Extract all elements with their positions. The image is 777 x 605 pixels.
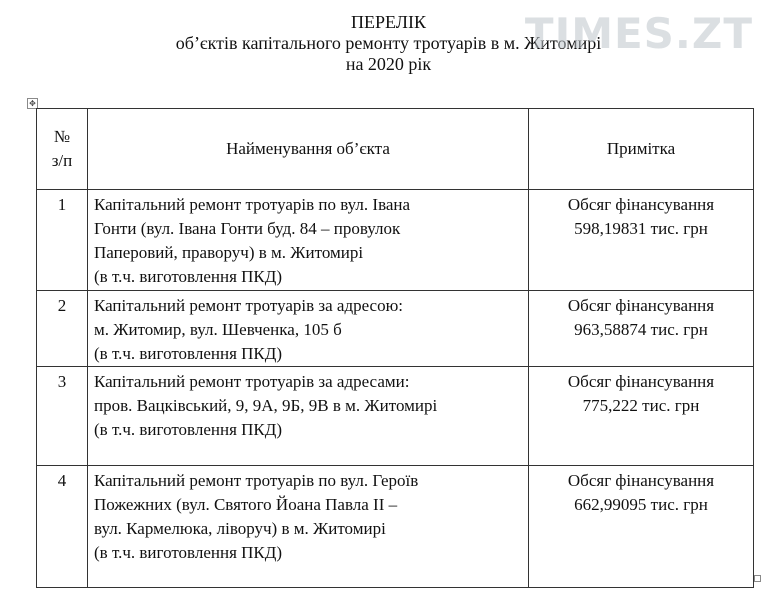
title-line-3: на 2020 рік xyxy=(345,54,432,74)
watermark-logo: TIMES.ZT xyxy=(524,9,753,58)
table-row xyxy=(37,466,754,588)
row-number: 2 xyxy=(37,291,88,367)
row-object-name: Капітальний ремонт тротуарів за адресою: м. Житомир, вул. Шевченка, 105 б (в т.ч. виготовлення ПКД) xyxy=(88,291,529,367)
row-note: Обсяг фінансування 963,58874 тис. грн xyxy=(529,291,754,367)
title-line-1: ПЕРЕЛІК xyxy=(351,12,426,32)
row-object-name: Капітальний ремонт тротуарів за адресами: пров. Вацківський, 9, 9А, 9Б, 9В в м. Житомирі (в т.ч. виготовлення ПКД) xyxy=(88,367,529,466)
row-note: Обсяг фінансування 775,222 тис. грн xyxy=(529,367,754,466)
row-number: 1 xyxy=(37,190,88,291)
table-resize-handle[interactable] xyxy=(754,575,761,582)
header-note: Примітка xyxy=(529,109,754,190)
row-number: 4 xyxy=(37,466,88,588)
table-header-row xyxy=(37,109,754,190)
header-number-symbol: № xyxy=(53,127,71,146)
title-line-2: об’єктів капітального ремонту тротуарів в м. Житомирі xyxy=(175,33,602,53)
row-object-name: Капітальний ремонт тротуарів по вул. Героїв Пожежних (вул. Святого Йоана Павла ІІ – вул. Кармелюка, ліворуч) в м. Житомирі (в т.ч. виготовлення ПКД) xyxy=(88,466,529,588)
row-note: Обсяг фінансування 662,99095 тис. грн xyxy=(529,466,754,588)
table-move-handle-icon[interactable]: ✥ xyxy=(27,98,38,109)
table-row xyxy=(37,190,754,291)
header-name: Найменування об’єкта xyxy=(88,109,529,190)
row-note: Обсяг фінансування 598,19831 тис. грн xyxy=(529,190,754,291)
objects-table xyxy=(36,108,754,588)
table-row xyxy=(37,291,754,367)
row-number: 3 xyxy=(37,367,88,466)
header-number-abbr: з/п xyxy=(51,151,73,170)
header-number xyxy=(37,109,88,190)
table-row xyxy=(37,367,754,466)
row-object-name: Капітальний ремонт тротуарів по вул. Івана Гонти (вул. Івана Гонти буд. 84 – провулок Паперовий, праворуч) в м. Житомирі (в т.ч. виготовлення ПКД) xyxy=(88,190,529,291)
